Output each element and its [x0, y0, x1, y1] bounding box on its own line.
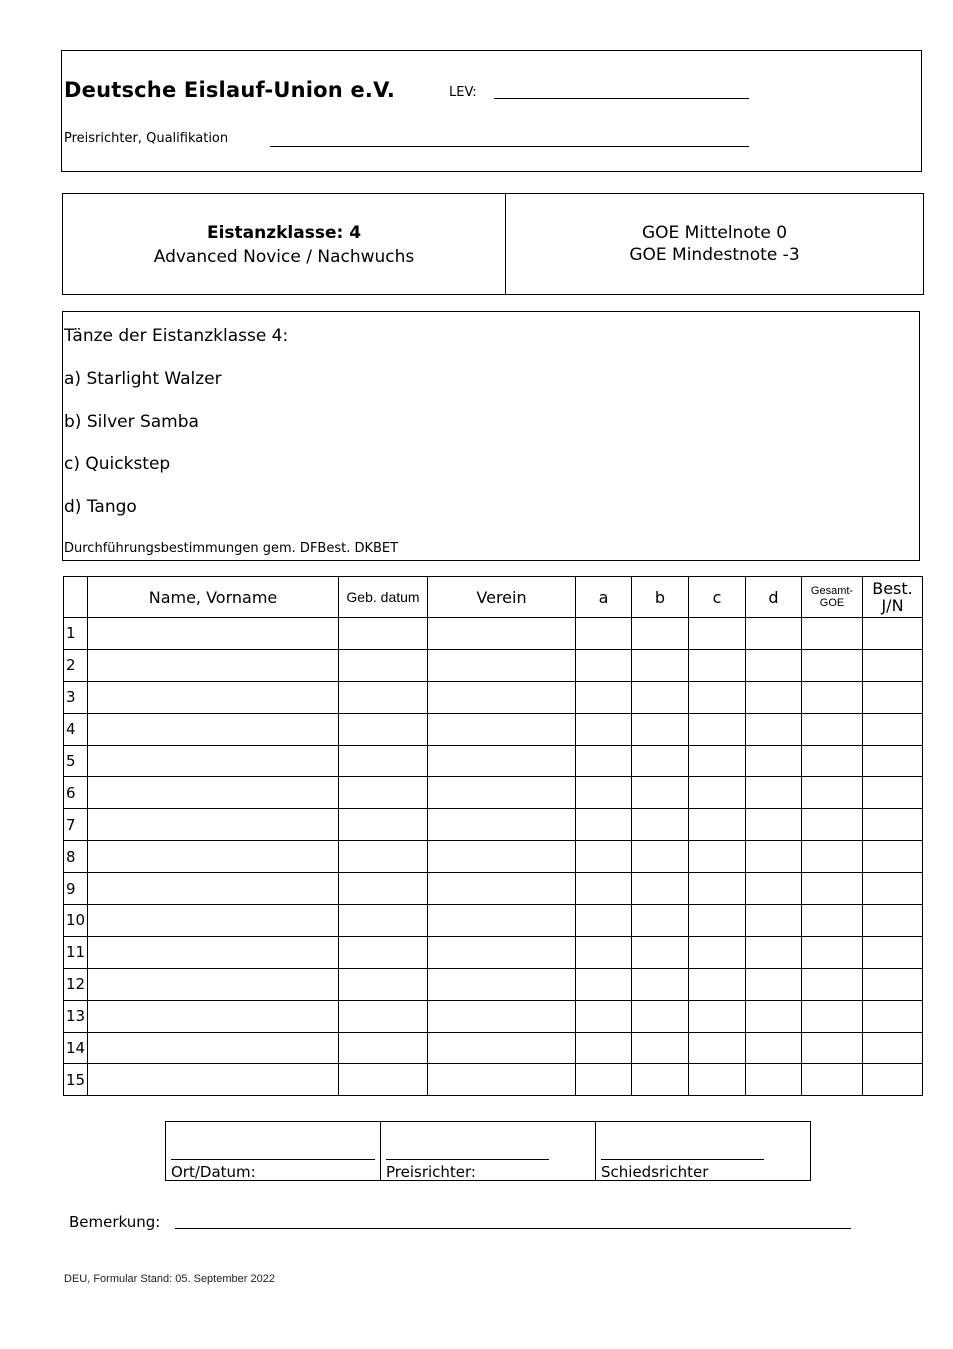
birthdate-cell[interactable] [339, 777, 428, 809]
table-row [64, 809, 923, 841]
dance-c-cell[interactable] [689, 649, 746, 681]
dance-item-d: d) Tango [64, 497, 137, 517]
dance-a-cell[interactable] [576, 745, 632, 777]
dance-c-cell[interactable] [689, 1032, 746, 1064]
birthdate-cell[interactable] [339, 618, 428, 650]
dance-c-cell[interactable] [689, 936, 746, 968]
table-row [64, 649, 923, 681]
passed-cell[interactable] [863, 968, 923, 1000]
judge-signature-line[interactable] [386, 1159, 549, 1160]
table-row [64, 873, 923, 905]
dance-d-cell[interactable] [746, 1000, 802, 1032]
dance-d-cell[interactable] [746, 1032, 802, 1064]
birthdate-cell[interactable] [339, 1064, 428, 1096]
birthdate-cell[interactable] [339, 745, 428, 777]
name-cell[interactable] [88, 841, 339, 873]
dance-d-cell[interactable] [746, 681, 802, 713]
header-name: Name, Vorname [88, 577, 339, 618]
dance-a-cell[interactable] [576, 1000, 632, 1032]
dance-b-cell[interactable] [632, 841, 689, 873]
dance-b-cell[interactable] [632, 905, 689, 937]
club-cell[interactable] [428, 777, 576, 809]
passed-cell[interactable] [863, 1064, 923, 1096]
table-row [64, 905, 923, 937]
club-cell[interactable] [428, 968, 576, 1000]
table-row [64, 1032, 923, 1064]
results-table [63, 576, 923, 1096]
dance-a-cell[interactable] [576, 936, 632, 968]
header-birthdate: Geb. datum [339, 577, 428, 618]
name-cell[interactable] [88, 713, 339, 745]
dance-d-cell[interactable] [746, 1064, 802, 1096]
total-goe-cell[interactable] [802, 905, 863, 937]
name-cell[interactable] [88, 745, 339, 777]
club-cell[interactable] [428, 809, 576, 841]
row-number: 4 [64, 713, 88, 745]
dance-c-cell[interactable] [689, 681, 746, 713]
club-cell[interactable] [428, 618, 576, 650]
organization-title: Deutsche Eislauf-Union e.V. [64, 78, 395, 102]
table-row [64, 1000, 923, 1032]
remark-label: Bemerkung: [69, 1213, 161, 1231]
dance-b-cell[interactable] [632, 873, 689, 905]
birthdate-cell[interactable] [339, 968, 428, 1000]
total-goe-cell[interactable] [802, 1064, 863, 1096]
header-passed-line2: J/N [881, 596, 904, 615]
goe-block [506, 222, 923, 266]
passed-cell[interactable] [863, 618, 923, 650]
referee-signature-line[interactable] [601, 1159, 764, 1160]
birthdate-cell[interactable] [339, 713, 428, 745]
dance-c-cell[interactable] [689, 1064, 746, 1096]
birthdate-cell[interactable] [339, 841, 428, 873]
header-dance-c: c [689, 577, 746, 618]
passed-cell[interactable] [863, 936, 923, 968]
birthdate-cell[interactable] [339, 681, 428, 713]
dance-a-cell[interactable] [576, 1064, 632, 1096]
total-goe-cell[interactable] [802, 713, 863, 745]
name-cell[interactable] [88, 1000, 339, 1032]
header-club: Verein [428, 577, 576, 618]
row-number: 7 [64, 809, 88, 841]
remark-input-line[interactable] [175, 1228, 851, 1229]
name-cell[interactable] [88, 936, 339, 968]
class-title-block [63, 221, 505, 269]
table-row [64, 777, 923, 809]
birthdate-cell[interactable] [339, 936, 428, 968]
name-cell[interactable] [88, 968, 339, 1000]
class-subtitle: Advanced Novice / Nachwuchs [153, 247, 415, 267]
birthdate-cell[interactable] [339, 1000, 428, 1032]
header-total-goe [802, 577, 863, 618]
club-cell[interactable] [428, 745, 576, 777]
club-cell[interactable] [428, 905, 576, 937]
total-goe-cell[interactable] [802, 809, 863, 841]
table-row [64, 681, 923, 713]
dance-c-cell[interactable] [689, 809, 746, 841]
dance-item-a: a) Starlight Walzer [64, 369, 222, 389]
birthdate-cell[interactable] [339, 873, 428, 905]
total-goe-cell[interactable] [802, 936, 863, 968]
row-number: 11 [64, 936, 88, 968]
total-goe-cell[interactable] [802, 1000, 863, 1032]
dance-b-cell[interactable] [632, 681, 689, 713]
goe-mid-grade: GOE Mittelnote 0 [641, 223, 788, 243]
table-row [64, 936, 923, 968]
name-cell[interactable] [88, 905, 339, 937]
dance-d-cell[interactable] [746, 936, 802, 968]
table-row [64, 1064, 923, 1096]
total-goe-cell[interactable] [802, 745, 863, 777]
dance-a-cell[interactable] [576, 905, 632, 937]
passed-cell[interactable] [863, 809, 923, 841]
total-goe-cell[interactable] [802, 841, 863, 873]
passed-cell[interactable] [863, 681, 923, 713]
club-cell[interactable] [428, 713, 576, 745]
total-goe-cell[interactable] [802, 873, 863, 905]
club-cell[interactable] [428, 841, 576, 873]
row-number: 12 [64, 968, 88, 1000]
dance-a-cell[interactable] [576, 681, 632, 713]
dance-d-cell[interactable] [746, 777, 802, 809]
header-dance-a: a [576, 577, 632, 618]
name-cell[interactable] [88, 1064, 339, 1096]
dance-a-cell[interactable] [576, 713, 632, 745]
row-number: 8 [64, 841, 88, 873]
total-goe-cell[interactable] [802, 777, 863, 809]
club-cell[interactable] [428, 649, 576, 681]
table-row [64, 618, 923, 650]
name-cell[interactable] [88, 809, 339, 841]
header-box [61, 50, 922, 172]
table-row [64, 841, 923, 873]
qualification-label: Preisrichter, Qualifikation [64, 131, 229, 146]
passed-cell[interactable] [863, 1000, 923, 1032]
row-number: 9 [64, 873, 88, 905]
dance-a-cell[interactable] [576, 777, 632, 809]
lev-input-line[interactable] [494, 98, 749, 99]
passed-cell[interactable] [863, 745, 923, 777]
birthdate-cell[interactable] [339, 809, 428, 841]
referee-label: Schiedsrichter [601, 1163, 709, 1181]
dances-box [62, 311, 920, 561]
name-cell[interactable] [88, 618, 339, 650]
passed-cell[interactable] [863, 873, 923, 905]
dance-c-cell[interactable] [689, 841, 746, 873]
row-number: 3 [64, 681, 88, 713]
header-dance-d: d [746, 577, 802, 618]
header-dance-b: b [632, 577, 689, 618]
dance-d-cell[interactable] [746, 968, 802, 1000]
birthdate-cell[interactable] [339, 649, 428, 681]
dance-d-cell[interactable] [746, 745, 802, 777]
form-version: DEU, Formular Stand: 05. September 2022 [64, 1273, 275, 1285]
table-row [64, 968, 923, 1000]
total-goe-cell[interactable] [802, 1032, 863, 1064]
execution-rules-note: Durchführungsbestimmungen gem. DFBest. DKBET [64, 541, 399, 556]
dance-b-cell[interactable] [632, 745, 689, 777]
passed-cell[interactable] [863, 1032, 923, 1064]
dance-b-cell[interactable] [632, 936, 689, 968]
dance-a-cell[interactable] [576, 968, 632, 1000]
birthdate-cell[interactable] [339, 905, 428, 937]
dance-a-cell[interactable] [576, 841, 632, 873]
dance-d-cell[interactable] [746, 618, 802, 650]
dance-c-cell[interactable] [689, 745, 746, 777]
passed-cell[interactable] [863, 777, 923, 809]
table-header-row [64, 577, 923, 618]
row-number: 14 [64, 1032, 88, 1064]
dance-b-cell[interactable] [632, 1032, 689, 1064]
row-number: 10 [64, 905, 88, 937]
dance-d-cell[interactable] [746, 905, 802, 937]
header-total-goe-line2: GOE [819, 597, 845, 609]
header-passed [863, 577, 923, 618]
class-title: Eistanzklasse: 4 [206, 223, 362, 243]
dance-d-cell[interactable] [746, 713, 802, 745]
row-number: 6 [64, 777, 88, 809]
dance-c-cell[interactable] [689, 968, 746, 1000]
dance-b-cell[interactable] [632, 713, 689, 745]
dance-b-cell[interactable] [632, 968, 689, 1000]
passed-cell[interactable] [863, 905, 923, 937]
dance-b-cell[interactable] [632, 1000, 689, 1032]
dance-item-b: b) Silver Samba [64, 412, 199, 432]
total-goe-cell[interactable] [802, 618, 863, 650]
row-number: 2 [64, 649, 88, 681]
judge-label: Preisrichter: [386, 1163, 476, 1181]
dance-item-c: c) Quickstep [64, 454, 171, 474]
dance-c-cell[interactable] [689, 618, 746, 650]
name-cell[interactable] [88, 649, 339, 681]
dance-d-cell[interactable] [746, 809, 802, 841]
goe-min-grade: GOE Mindestnote -3 [629, 245, 800, 265]
dance-c-cell[interactable] [689, 905, 746, 937]
dance-b-cell[interactable] [632, 618, 689, 650]
club-cell[interactable] [428, 873, 576, 905]
dance-a-cell[interactable] [576, 809, 632, 841]
club-cell[interactable] [428, 1064, 576, 1096]
name-cell[interactable] [88, 777, 339, 809]
club-cell[interactable] [428, 1000, 576, 1032]
signature-divider [595, 1121, 596, 1181]
club-cell[interactable] [428, 681, 576, 713]
table-row [64, 745, 923, 777]
name-cell[interactable] [88, 1032, 339, 1064]
lev-label: LEV: [449, 85, 477, 100]
dance-c-cell[interactable] [689, 713, 746, 745]
total-goe-cell[interactable] [802, 649, 863, 681]
dance-a-cell[interactable] [576, 873, 632, 905]
dance-c-cell[interactable] [689, 873, 746, 905]
dance-a-cell[interactable] [576, 618, 632, 650]
dance-b-cell[interactable] [632, 809, 689, 841]
row-number: 1 [64, 618, 88, 650]
club-cell[interactable] [428, 1032, 576, 1064]
name-cell[interactable] [88, 873, 339, 905]
header-passed-line1: Best. [872, 579, 913, 598]
dance-b-cell[interactable] [632, 649, 689, 681]
passed-cell[interactable] [863, 713, 923, 745]
dance-b-cell[interactable] [632, 1064, 689, 1096]
name-cell[interactable] [88, 681, 339, 713]
row-number: 15 [64, 1064, 88, 1096]
place-date-label: Ort/Datum: [171, 1163, 256, 1181]
total-goe-cell[interactable] [802, 681, 863, 713]
dance-a-cell[interactable] [576, 1032, 632, 1064]
birthdate-cell[interactable] [339, 1032, 428, 1064]
qualification-input-line[interactable] [270, 146, 749, 147]
dance-c-cell[interactable] [689, 1000, 746, 1032]
dance-a-cell[interactable] [576, 649, 632, 681]
dance-c-cell[interactable] [689, 777, 746, 809]
place-date-signature-line[interactable] [171, 1159, 375, 1160]
signature-divider [380, 1121, 381, 1181]
signature-box [165, 1121, 811, 1181]
header-number [64, 577, 88, 618]
passed-cell[interactable] [863, 841, 923, 873]
dance-d-cell[interactable] [746, 873, 802, 905]
total-goe-cell[interactable] [802, 968, 863, 1000]
club-cell[interactable] [428, 936, 576, 968]
row-number: 13 [64, 1000, 88, 1032]
passed-cell[interactable] [863, 649, 923, 681]
dance-d-cell[interactable] [746, 649, 802, 681]
dance-b-cell[interactable] [632, 777, 689, 809]
row-number: 5 [64, 745, 88, 777]
table-row [64, 713, 923, 745]
dance-d-cell[interactable] [746, 841, 802, 873]
header-total-goe-line1: Gesamt- [810, 585, 854, 597]
dances-heading: Tänze der Eistanzklasse 4: [64, 326, 289, 346]
